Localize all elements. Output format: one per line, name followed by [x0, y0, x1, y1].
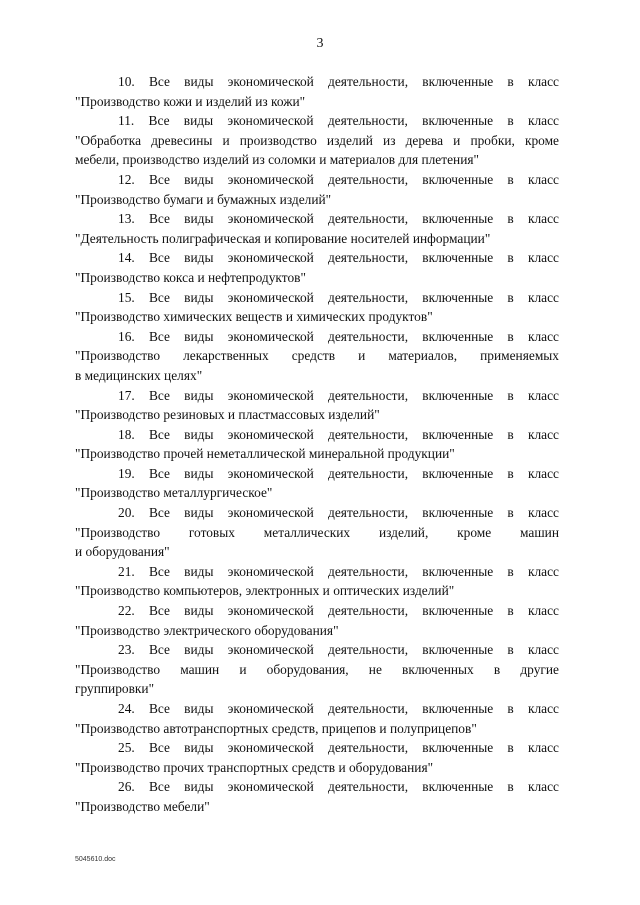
- list-item-lead-line: 25. Все виды экономической деятельности, включенные в класс: [118, 740, 559, 756]
- list-item-line: "Производство химических веществ и химических продуктов": [75, 309, 433, 325]
- list-item-line: и оборудования": [75, 544, 170, 560]
- list-item: [75, 503, 559, 562]
- list-item: [75, 327, 559, 386]
- list-item-lead-line: 15. Все виды экономической деятельности, включенные в класс: [118, 289, 559, 305]
- list-item-line: "Обработка древесины и производство изделий из дерева и пробки, кроме: [75, 132, 559, 148]
- list-item-lead-line: 11. Все виды экономической деятельности, включенные в класс: [118, 113, 559, 129]
- document-filename: 5045610.doc: [75, 856, 116, 863]
- list-item-line: группировки": [75, 681, 155, 697]
- list-item: [75, 738, 559, 777]
- list-item-lead-line: 17. Все виды экономической деятельности, включенные в класс: [118, 387, 559, 403]
- page-number: 3: [316, 36, 324, 51]
- list-item: [75, 699, 559, 738]
- list-item-line: "Производство лекарственных средств и материалов, применяемых: [75, 348, 559, 364]
- list-item-lead-line: 12. Все виды экономической деятельности, включенные в класс: [118, 171, 559, 187]
- list-item: [75, 72, 559, 111]
- list-item-line: "Производство автотранспортных средств, прицепов и полуприцепов": [75, 720, 477, 736]
- list-item-line: "Производство кожи и изделий из кожи": [75, 93, 306, 109]
- list-item: [75, 288, 559, 327]
- list-item: [75, 464, 559, 503]
- list-item: [75, 601, 559, 640]
- list-item: [75, 425, 559, 464]
- list-item: [75, 640, 559, 699]
- list-item-line: "Производство резиновых и пластмассовых изделий": [75, 407, 380, 423]
- list-item-line: "Производство бумаги и бумажных изделий": [75, 191, 332, 207]
- list-item-line: "Производство электрического оборудования": [75, 622, 339, 638]
- list-item-lead-line: 16. Все виды экономической деятельности, включенные в класс: [118, 328, 559, 344]
- list-item-line: "Производство металлургическое": [75, 485, 273, 501]
- list-item: [75, 111, 559, 170]
- document-body: [75, 72, 559, 817]
- list-item-line: "Производство готовых металлических изделий, кроме машин: [75, 524, 559, 540]
- list-item-line: "Деятельность полиграфическая и копирование носителей информации": [75, 230, 491, 246]
- list-item-line: "Производство кокса и нефтепродуктов": [75, 269, 306, 285]
- list-item-line: "Производство мебели": [75, 798, 210, 814]
- list-item: [75, 170, 559, 209]
- list-item-line: "Производство машин и оборудования, не включенных в другие: [75, 661, 559, 677]
- list-item-lead-line: 22. Все виды экономической деятельности, включенные в класс: [118, 603, 559, 619]
- list-item-line: в медицинских целях": [75, 367, 203, 383]
- list-item-lead-line: 10. Все виды экономической деятельности, включенные в класс: [118, 74, 559, 89]
- list-item: [75, 386, 559, 425]
- list-item-lead-line: 21. Все виды экономической деятельности, включенные в класс: [118, 563, 559, 579]
- list-item-lead-line: 14. Все виды экономической деятельности, включенные в класс: [118, 250, 559, 266]
- list-item-lead-line: 26. Все виды экономической деятельности, включенные в класс: [118, 779, 559, 795]
- list-item: [75, 562, 559, 601]
- list-item-lead-line: 19. Все виды экономической деятельности, включенные в класс: [118, 465, 559, 481]
- list-item: [75, 777, 559, 816]
- list-item-line: "Производство прочей неметаллической минеральной продукции": [75, 446, 455, 462]
- list-item-lead-line: 23. Все виды экономической деятельности, включенные в класс: [118, 642, 559, 658]
- list-item: [75, 209, 559, 248]
- list-item-lead-line: 18. Все виды экономической деятельности, включенные в класс: [118, 426, 559, 442]
- list-item-lead-line: 13. Все виды экономической деятельности, включенные в класс: [118, 211, 559, 227]
- list-item-line: "Производство прочих транспортных средств и оборудования": [75, 759, 434, 775]
- list-item-line: "Производство компьютеров, электронных и оптических изделий": [75, 583, 455, 599]
- list-item-lead-line: 20. Все виды экономической деятельности, включенные в класс: [118, 505, 559, 521]
- list-item-line: мебели, производство изделий из соломки и материалов для плетения": [75, 152, 479, 168]
- list-item: [75, 248, 559, 287]
- list-item-lead-line: 24. Все виды экономической деятельности, включенные в класс: [118, 701, 559, 716]
